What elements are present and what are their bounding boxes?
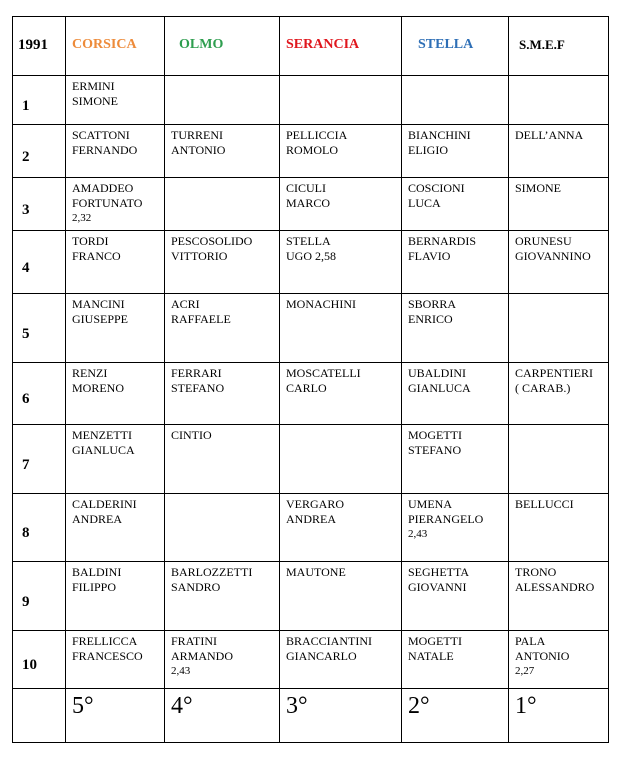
- rank-value: 2°: [408, 693, 430, 719]
- row-number-cell: [13, 231, 66, 294]
- athlete-name: TURRENI ANTONIO: [171, 128, 226, 157]
- athlete-name: [165, 76, 279, 79]
- athlete-note: 2,27: [515, 665, 535, 677]
- athlete-cell: [509, 631, 609, 689]
- athlete-name: STELLA UGO 2,58: [286, 234, 336, 263]
- athlete-name: CARPENTIERI ( CARAB.): [515, 366, 593, 395]
- athlete-cell: [66, 562, 165, 631]
- athlete-name: CINTIO: [171, 428, 212, 442]
- row-number-cell: [13, 494, 66, 562]
- rank-value: 3°: [286, 693, 308, 719]
- athlete-name: [165, 494, 279, 497]
- athlete-name: [280, 76, 401, 79]
- athlete-name: RENZI MORENO: [72, 366, 125, 395]
- athlete-name: CALDERINI ANDREA: [72, 497, 137, 526]
- row-number: 1: [22, 97, 30, 114]
- athlete-name: MOGETTI STEFANO: [408, 428, 462, 457]
- athlete-cell: [165, 494, 280, 562]
- athlete-cell: [165, 631, 280, 689]
- athlete-name: SEGHETTA GIOVANNI: [408, 565, 470, 594]
- row-number-cell: [13, 294, 66, 363]
- athlete-name: MOSCATELLI CARLO: [286, 366, 361, 395]
- athlete-cell: [280, 631, 402, 689]
- row-number-cell: [13, 562, 66, 631]
- athlete-cell: [165, 178, 280, 231]
- athlete-cell: [165, 231, 280, 294]
- rank-cell: [165, 689, 280, 743]
- athlete-name: [165, 178, 279, 181]
- table-row: [13, 363, 609, 425]
- athlete-cell: [402, 631, 509, 689]
- athlete-cell: [165, 125, 280, 178]
- team-name: OLMO: [179, 37, 224, 52]
- athlete-cell: [402, 178, 509, 231]
- team-header-stella: [402, 17, 509, 76]
- athlete-name: MOGETTI NATALE: [408, 634, 462, 663]
- athlete-name: ERMINI SIMONE: [72, 79, 119, 108]
- athlete-cell: [509, 231, 609, 294]
- row-number-cell: [13, 425, 66, 494]
- athlete-cell: [402, 231, 509, 294]
- rank-cell: [509, 689, 609, 743]
- table-row: [13, 125, 609, 178]
- row-number-cell: [13, 178, 66, 231]
- athlete-cell: [402, 494, 509, 562]
- athlete-name: PELLICCIA ROMOLO: [286, 128, 348, 157]
- team-name: STELLA: [418, 37, 474, 52]
- athlete-cell: [402, 425, 509, 494]
- athlete-cell: [165, 425, 280, 494]
- athlete-cell: [280, 363, 402, 425]
- athlete-note: 2,43: [408, 528, 428, 540]
- table-row: [13, 76, 609, 125]
- athlete-cell: [66, 178, 165, 231]
- table-row: [13, 425, 609, 494]
- athlete-cell: [280, 494, 402, 562]
- table-row: [13, 494, 609, 562]
- row-number: 9: [22, 593, 30, 610]
- athlete-name: DELL’ANNA: [515, 128, 584, 142]
- athlete-name: PALA ANTONIO: [515, 634, 570, 663]
- team-header-serancia: [280, 17, 402, 76]
- athlete-name: [509, 76, 608, 79]
- team-name: S.M.E.F: [519, 37, 565, 52]
- table-row: [13, 631, 609, 689]
- athlete-name: MONACHINI: [286, 297, 356, 311]
- team-header-corsica: [66, 17, 165, 76]
- athlete-name: [509, 425, 608, 428]
- athlete-name: CICULI MARCO: [286, 181, 331, 210]
- row-number: 5: [22, 325, 30, 342]
- row-number: 8: [22, 525, 30, 541]
- row-number: 2: [22, 148, 30, 165]
- athlete-name: [280, 425, 401, 428]
- table-row: [13, 562, 609, 631]
- athlete-name: UMENA PIERANGELO: [408, 497, 484, 526]
- rank-cell: [280, 689, 402, 743]
- athlete-cell: [165, 294, 280, 363]
- athlete-name: ACRI RAFFAELE: [171, 297, 231, 326]
- year-cell: [13, 17, 66, 76]
- athlete-name: TRONO ALESSANDRO: [515, 565, 595, 594]
- team-name: CORSICA: [72, 37, 137, 52]
- athlete-cell: [165, 562, 280, 631]
- athlete-cell: [66, 494, 165, 562]
- athlete-name: MENZETTI GIANLUCA: [72, 428, 135, 457]
- athlete-cell: [402, 294, 509, 363]
- rank-cell: [402, 689, 509, 743]
- athlete-name: BARLOZZETTI SANDRO: [171, 565, 253, 594]
- athlete-cell: [165, 363, 280, 425]
- table-row: [13, 294, 609, 363]
- athlete-name: SBORRA ENRICO: [408, 297, 457, 326]
- table-row: [13, 231, 609, 294]
- athlete-cell: [509, 125, 609, 178]
- athlete-cell: [402, 562, 509, 631]
- athlete-cell: [402, 363, 509, 425]
- athlete-note: 2,32: [72, 212, 92, 224]
- athlete-cell: [66, 294, 165, 363]
- athlete-cell: [66, 125, 165, 178]
- athlete-cell: [509, 76, 609, 125]
- athlete-cell: [66, 425, 165, 494]
- ranking-row: [13, 689, 609, 743]
- athlete-cell: [509, 178, 609, 231]
- team-name: SERANCIA: [286, 37, 360, 52]
- athlete-name: BRACCIANTINI GIANCARLO: [286, 634, 372, 663]
- year-label: 1991: [18, 37, 48, 53]
- athlete-name: VERGARO ANDREA: [286, 497, 345, 526]
- athlete-name: MANCINI GIUSEPPE: [72, 297, 129, 326]
- athlete-cell: [66, 631, 165, 689]
- athlete-name: PESCOSOLIDO VITTORIO: [171, 234, 253, 263]
- athlete-cell: [280, 125, 402, 178]
- ranking-label-cell: [13, 689, 66, 743]
- results-table: [12, 16, 609, 743]
- athlete-cell: [280, 562, 402, 631]
- athlete-name: SIMONE: [515, 181, 562, 195]
- athlete-cell: [509, 562, 609, 631]
- athlete-cell: [402, 76, 509, 125]
- table-row: [13, 178, 609, 231]
- team-header-smef: [509, 17, 609, 76]
- athlete-name: [402, 76, 508, 79]
- athlete-cell: [509, 425, 609, 494]
- athlete-note: 2,43: [171, 665, 191, 677]
- athlete-name: FERRARI STEFANO: [171, 366, 225, 395]
- athlete-name: BELLUCCI: [515, 497, 574, 511]
- athlete-name: SCATTONI FERNANDO: [72, 128, 138, 157]
- rank-value: 5°: [72, 693, 94, 719]
- athlete-name: FRELLICCA FRANCESCO: [72, 634, 143, 663]
- row-number: 3: [22, 201, 30, 218]
- athlete-name: UBALDINI GIANLUCA: [408, 366, 471, 395]
- athlete-name: BERNARDIS FLAVIO: [408, 234, 477, 263]
- athlete-name: MAUTONE: [286, 565, 346, 579]
- athlete-name: [509, 294, 608, 297]
- row-number-cell: [13, 631, 66, 689]
- athlete-cell: [280, 425, 402, 494]
- rank-value: 4°: [171, 693, 193, 719]
- row-number-cell: [13, 76, 66, 125]
- row-number: 7: [22, 456, 30, 473]
- athlete-cell: [509, 363, 609, 425]
- athlete-name: COSCIONI LUCA: [408, 181, 465, 210]
- row-number: 6: [22, 391, 30, 407]
- athlete-cell: [280, 231, 402, 294]
- athlete-name: FRATINI ARMANDO: [171, 634, 234, 663]
- header-row: [13, 17, 609, 76]
- rank-cell: [66, 689, 165, 743]
- athlete-name: ORUNESU GIOVANNINO: [515, 234, 591, 263]
- athlete-name: BALDINI FILIPPO: [72, 565, 122, 594]
- rank-value: 1°: [515, 693, 537, 719]
- row-number: 4: [22, 259, 30, 276]
- athlete-cell: [66, 231, 165, 294]
- athlete-name: AMADDEO FORTUNATO: [72, 181, 143, 210]
- athlete-cell: [280, 76, 402, 125]
- athlete-cell: [165, 76, 280, 125]
- athlete-cell: [280, 178, 402, 231]
- row-number-cell: [13, 363, 66, 425]
- athlete-cell: [66, 76, 165, 125]
- athlete-cell: [402, 125, 509, 178]
- athlete-name: BIANCHINI ELIGIO: [408, 128, 471, 157]
- athlete-name: TORDI FRANCO: [72, 234, 121, 263]
- athlete-cell: [280, 294, 402, 363]
- team-header-olmo: [165, 17, 280, 76]
- row-number: 10: [22, 657, 37, 673]
- athlete-cell: [66, 363, 165, 425]
- athlete-cell: [509, 494, 609, 562]
- row-number-cell: [13, 125, 66, 178]
- athlete-cell: [509, 294, 609, 363]
